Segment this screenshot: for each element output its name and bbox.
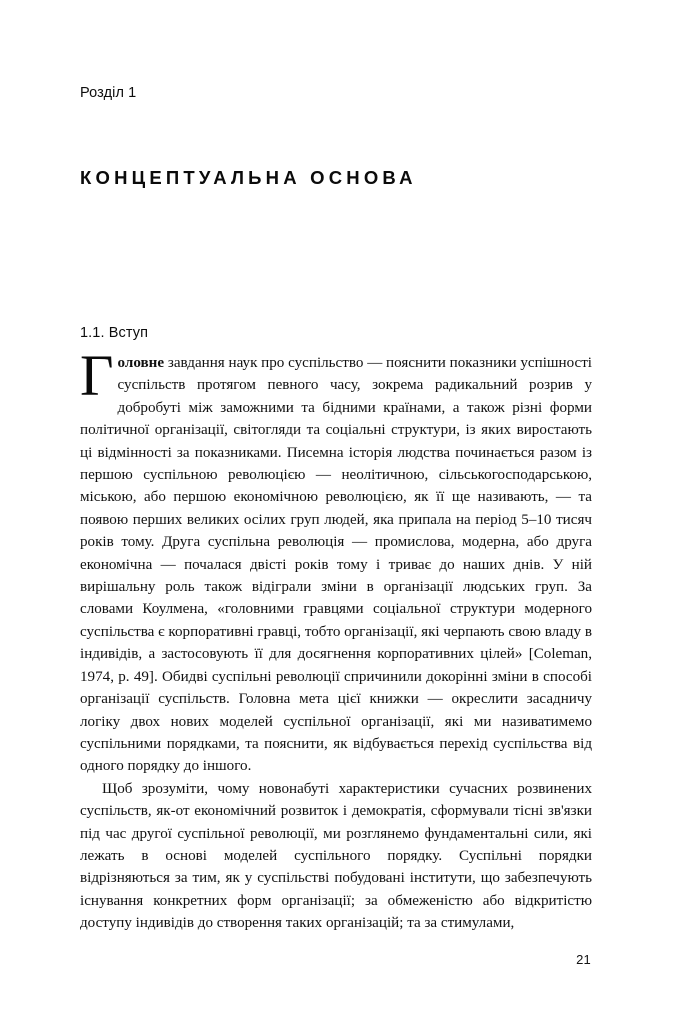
body-text-block xyxy=(80,343,593,935)
paragraph-2: Щоб зрозуміти, чому новонабуті характеристики сучасних розвинених суспільств, як-от економічний розвиток і демократія, сформували тісні зв'язки під час другої суспільної революції, ми розглянемо фундаментальні сили, які лежать в основі моделей суспільного порядку. Суспільні порядки відрізняються за тим, як у суспільстві побудовані інститути, що забезпечують існування конкретних форм організації; за обмеженістю або відкритістю доступу індивідів до створення таких організацій; та за стимулами, xyxy=(80,780,592,932)
page-number: 21 xyxy=(576,952,591,967)
chapter-title: КОНЦЕПТУАЛЬНА ОСНОВА xyxy=(80,167,417,189)
paragraph-1 xyxy=(80,343,593,778)
chapter-label: Розділ 1 xyxy=(80,85,137,101)
paragraph-1-lead-bold: оловне xyxy=(117,355,165,371)
paragraph-1-text: завдання наук про суспільство — пояснити показники успішності суспільств протягом певного часу, зокрема радикальний розрив у добробуті між заможними та бідними країнами, а також різні форми політичної організації, світогляди та соціальні структури, із яких виростають ці відмінності за показниками. Писемна історія людства починається разом із першою суспільною революцією — неолітичною, сільськогосподарською, міською, або першою економічною революцією, як її ще називають, — та появою перших великих осілих груп людей, яка припала на період 5–10 тисяч років тому. Друга суспільна революція — промислова, модерна, або друга економічна — почалася двісті років тому і триває до наших днів. У ній вирішальну роль також відіграли зміни в організації людських груп. За словами Коулмена, «головними гравцями соціальної структури модерного суспільства є корпоративні гравці, тобто організації, які черпають свою владу в індивідів, а застосовують її для досягнення корпоративних цілей» [Coleman, 1974, p. 49]. Обидві суспільні революції спричинили докорінні зміни в способі організації суспільств. Головна мета цієї книжки — окреслити засадничу логіку двох нових моделей суспільної організації, які ми називатимемо суспільними порядками, та пояснити, як відбувається перехід суспільства від одного порядку до іншого. xyxy=(80,355,593,775)
drop-cap-letter: Г xyxy=(80,343,114,408)
section-heading: 1.1. Вступ xyxy=(80,325,149,342)
